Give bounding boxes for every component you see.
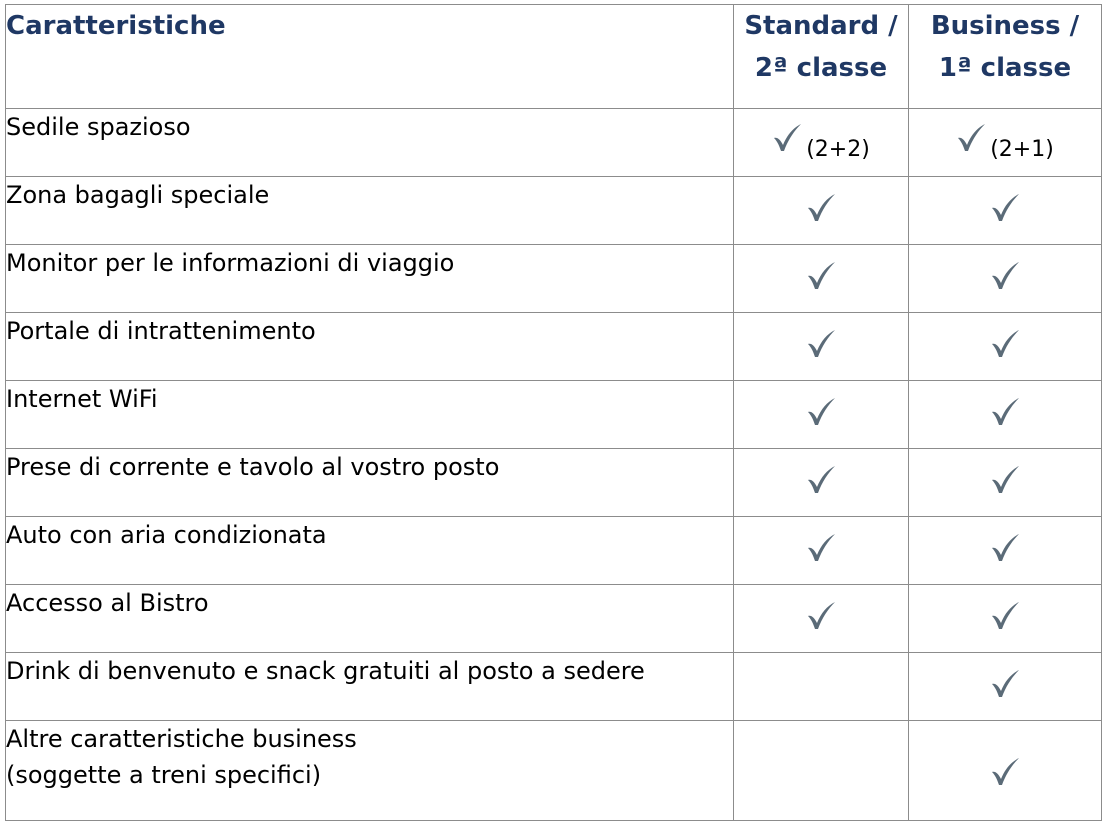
header-business-line1: Business / <box>930 11 1080 41</box>
checkmark-icon <box>990 757 1020 787</box>
standard-cell <box>734 517 909 585</box>
standard-cell <box>734 449 909 517</box>
feature-label: Sedile spazioso <box>6 109 734 177</box>
standard-cell <box>734 585 909 653</box>
table-row <box>6 449 1102 517</box>
feature-label-line2: (soggette a treni specifici) <box>6 761 322 789</box>
checkmark-icon <box>990 465 1020 495</box>
feature-label: Auto con aria condizionata <box>6 517 734 585</box>
standard-cell <box>734 245 909 313</box>
business-cell <box>909 517 1102 585</box>
checkmark-icon <box>772 123 802 153</box>
table-row <box>6 517 1102 585</box>
features-comparison-table <box>5 4 1102 821</box>
business-cell <box>909 653 1102 721</box>
checkmark-icon <box>956 123 986 153</box>
checkmark-icon <box>806 261 836 291</box>
header-features: Caratteristiche <box>6 5 734 109</box>
checkmark-icon <box>806 601 836 631</box>
feature-label: Accesso al Bistro <box>6 585 734 653</box>
standard-cell <box>734 381 909 449</box>
feature-label: Zona bagagli speciale <box>6 177 734 245</box>
table-row <box>6 245 1102 313</box>
checkmark-icon <box>990 329 1020 359</box>
feature-label: Prese di corrente e tavolo al vostro posto <box>6 449 734 517</box>
table-row <box>6 381 1102 449</box>
header-standard-line1: Standard / <box>744 11 898 41</box>
checkmark-icon <box>806 397 836 427</box>
table-row <box>6 721 1102 821</box>
feature-label <box>6 721 734 821</box>
feature-label: Monitor per le informazioni di viaggio <box>6 245 734 313</box>
business-cell <box>909 177 1102 245</box>
checkmark-icon <box>990 669 1020 699</box>
standard-cell <box>734 653 909 721</box>
business-cell <box>909 313 1102 381</box>
business-cell <box>909 245 1102 313</box>
checkmark-icon <box>990 261 1020 291</box>
table-row <box>6 313 1102 381</box>
standard-cell <box>734 313 909 381</box>
standard-cell <box>734 177 909 245</box>
checkmark-icon <box>990 397 1020 427</box>
table-row <box>6 109 1102 177</box>
table-header-row <box>6 5 1102 109</box>
business-cell <box>909 449 1102 517</box>
checkmark-icon <box>806 329 836 359</box>
table-row <box>6 653 1102 721</box>
checkmark-icon <box>806 533 836 563</box>
checkmark-icon <box>990 601 1020 631</box>
standard-cell <box>734 109 909 177</box>
standard-cell <box>734 721 909 821</box>
business-cell <box>909 381 1102 449</box>
header-business-line2: 1ª classe <box>938 53 1072 83</box>
header-business <box>909 5 1102 109</box>
header-standard-line2: 2ª classe <box>754 53 888 83</box>
business-cell <box>909 721 1102 821</box>
checkmark-icon <box>990 533 1020 563</box>
table-row <box>6 585 1102 653</box>
seat-layout-note: (2+1) <box>990 137 1054 162</box>
feature-label: Internet WiFi <box>6 381 734 449</box>
business-cell <box>909 585 1102 653</box>
feature-label: Portale di intrattenimento <box>6 313 734 381</box>
checkmark-icon <box>990 193 1020 223</box>
seat-layout-note: (2+2) <box>806 137 870 162</box>
header-standard <box>734 5 909 109</box>
table-row <box>6 177 1102 245</box>
checkmark-icon <box>806 193 836 223</box>
feature-label-line1: Altre caratteristiche business <box>6 725 357 753</box>
checkmark-icon <box>806 465 836 495</box>
feature-label: Drink di benvenuto e snack gratuiti al posto a sedere <box>6 653 734 721</box>
business-cell <box>909 109 1102 177</box>
